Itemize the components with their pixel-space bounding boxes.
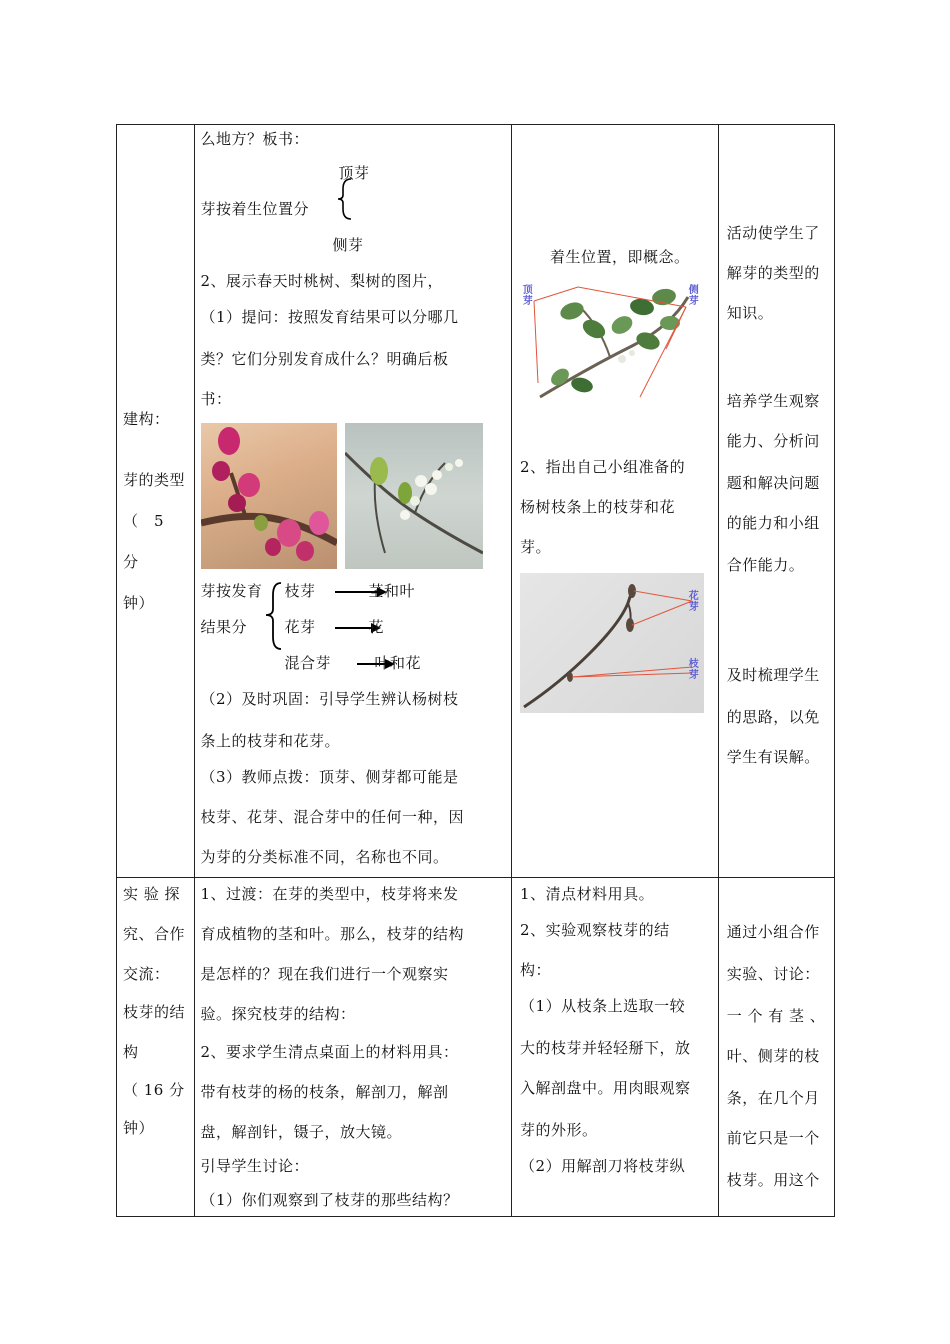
text-line: 么地方？板书： [200, 130, 310, 148]
dev-left-label: 芽按发育 [200, 582, 263, 600]
text-line: （1）从枝条上选取一较 [520, 997, 686, 1015]
student-activity-cell [512, 125, 719, 878]
text-line: 枝芽、花芽、混合芽中的任何一种，因 [200, 808, 465, 826]
dev-flower-bud: 花芽 [284, 618, 316, 636]
text-line: （1）提问：按照发育结果可以分哪几 [200, 308, 459, 326]
text-line: 是怎样的？现在我们进行一个观察实 [200, 965, 449, 983]
text-line: 引导学生讨论： [200, 1157, 310, 1175]
text-line: （3）教师点拨：顶芽、侧芽都可能是 [200, 768, 459, 786]
apical-lateral-bud-photo [520, 277, 700, 411]
dev-flower-result: 花 [368, 618, 385, 636]
text-line: 前它只是一个 [726, 1129, 820, 1147]
stage-label: 建构： [123, 410, 170, 428]
text-line: 究、合作 [123, 925, 186, 943]
peach-blossom-photo [201, 423, 337, 569]
text-line: 叶、侧芽的枝 [726, 1047, 820, 1065]
stage-cell-branch-bud [117, 878, 195, 1217]
text-line: 知识。 [726, 304, 774, 322]
teacher-activity-cell [194, 125, 512, 878]
text-line: 的思路，以免 [726, 708, 820, 726]
text-line: 枝芽。用这个 [726, 1171, 820, 1189]
text-line: 育成植物的茎和叶。那么，枝芽的结构 [200, 925, 465, 943]
text-line: 盘，解剖针，镊子，放大镜。 [200, 1123, 403, 1141]
dev-branch-result: 茎和叶 [368, 582, 416, 600]
text-line: 着生位置，即概念。 [550, 248, 690, 266]
text-line: 构 [123, 1043, 139, 1061]
text-line: 2、指出自己小组准备的 [520, 458, 686, 476]
text-line: 学生有误解。 [726, 748, 820, 766]
text-line: 活动使学生了 [726, 224, 820, 242]
flower-bud-label: 花芽 [688, 591, 700, 613]
text-line: 2、要求学生清点桌面上的材料用具： [200, 1043, 459, 1061]
text-line: 验。探究枝芽的结构： [200, 1005, 356, 1023]
text-line: 芽的外形。 [520, 1121, 598, 1139]
text-line: 题和解决问题 [726, 474, 820, 492]
lateral-bud-label: 侧芽 [688, 285, 700, 307]
text-line: 及时梳理学生 [726, 666, 820, 684]
dev-mixed-bud: 混合芽 [284, 654, 332, 672]
brace-left-label: 芽按着生位置分 [200, 200, 310, 218]
text-line: 解芽的类型的 [726, 264, 820, 282]
text-line: 实验、讨论： [726, 965, 820, 983]
stage-topic: 芽的类型 [123, 471, 186, 489]
text-line: 类？它们分别发育成什么？明确后板 [200, 350, 449, 368]
brace-top-label: 顶芽 [338, 164, 370, 182]
stage-cell-bud-types [117, 125, 195, 878]
text-line: 芽。 [520, 538, 552, 556]
text-line: 大的枝芽并轻轻掰下，放 [520, 1039, 691, 1057]
dev-branch-bud: 枝芽 [284, 582, 316, 600]
text-line: （2）用解剖刀将枝芽纵 [520, 1157, 686, 1175]
text-line: 实 验 探 [123, 885, 181, 903]
text-line: 入解剖盘中。用肉眼观察 [520, 1079, 691, 1097]
stage-duration: （ 5 分 [123, 512, 180, 571]
text-line: 合作能力。 [726, 556, 805, 574]
table-row [117, 878, 835, 1217]
dev-mixed-result: 叶和花 [374, 654, 422, 672]
teacher-activity-cell [194, 878, 512, 1217]
text-line: 杨树枝条上的枝芽和花 [520, 498, 676, 516]
design-intent-cell [718, 878, 834, 1217]
brace-icon [337, 177, 353, 221]
text-line: 的能力和小组 [726, 514, 820, 532]
lesson-plan-table [116, 124, 835, 1217]
text-line: 2、展示春天时桃树、梨树的图片， [200, 272, 444, 290]
text-line: 一 个 有 茎 、 [726, 1007, 826, 1025]
text-line: 钟） [123, 1119, 155, 1137]
text-line: 1、清点材料用具。 [520, 885, 655, 903]
brace-icon [265, 581, 283, 651]
text-line: （ 16 分 [123, 1081, 185, 1099]
flower-branch-bud-photo [520, 573, 704, 713]
text-line: （2）及时巩固：引导学生辨认杨树枝 [200, 690, 459, 708]
text-line: 条，在几个月 [726, 1089, 820, 1107]
text-line: 带有枝芽的杨的枝条，解剖刀，解剖 [200, 1083, 449, 1101]
text-line: 2、实验观察枝芽的结 [520, 921, 670, 939]
brace-bottom-label: 侧芽 [332, 236, 364, 254]
text-line: 条上的枝芽和花芽。 [200, 732, 341, 750]
apical-bud-label: 顶芽 [522, 285, 534, 307]
text-line: 为芽的分类标准不同，名称也不同。 [200, 848, 449, 866]
text-line: 交流： [123, 965, 170, 983]
arrow-icon [335, 627, 373, 629]
table-row [117, 125, 835, 878]
text-line: 培养学生观察 [726, 392, 820, 410]
stage-duration-unit: 钟） [123, 594, 155, 612]
dev-left-label: 结果分 [200, 618, 248, 636]
text-line: 枝芽的结 [123, 1003, 186, 1021]
student-activity-cell [512, 878, 719, 1217]
text-line: 能力、分析问 [726, 432, 820, 450]
text-line: 1、过渡：在芽的类型中，枝芽将来发 [200, 885, 459, 903]
branch-bud-label: 枝芽 [688, 659, 700, 681]
text-line: （1）你们观察到了枝芽的那些结构？ [200, 1191, 459, 1209]
design-intent-cell [718, 125, 834, 878]
text-line: 构： [520, 961, 552, 979]
text-line: 通过小组合作 [726, 923, 820, 941]
pear-blossom-photo [345, 423, 483, 569]
text-line: 书： [200, 390, 232, 408]
